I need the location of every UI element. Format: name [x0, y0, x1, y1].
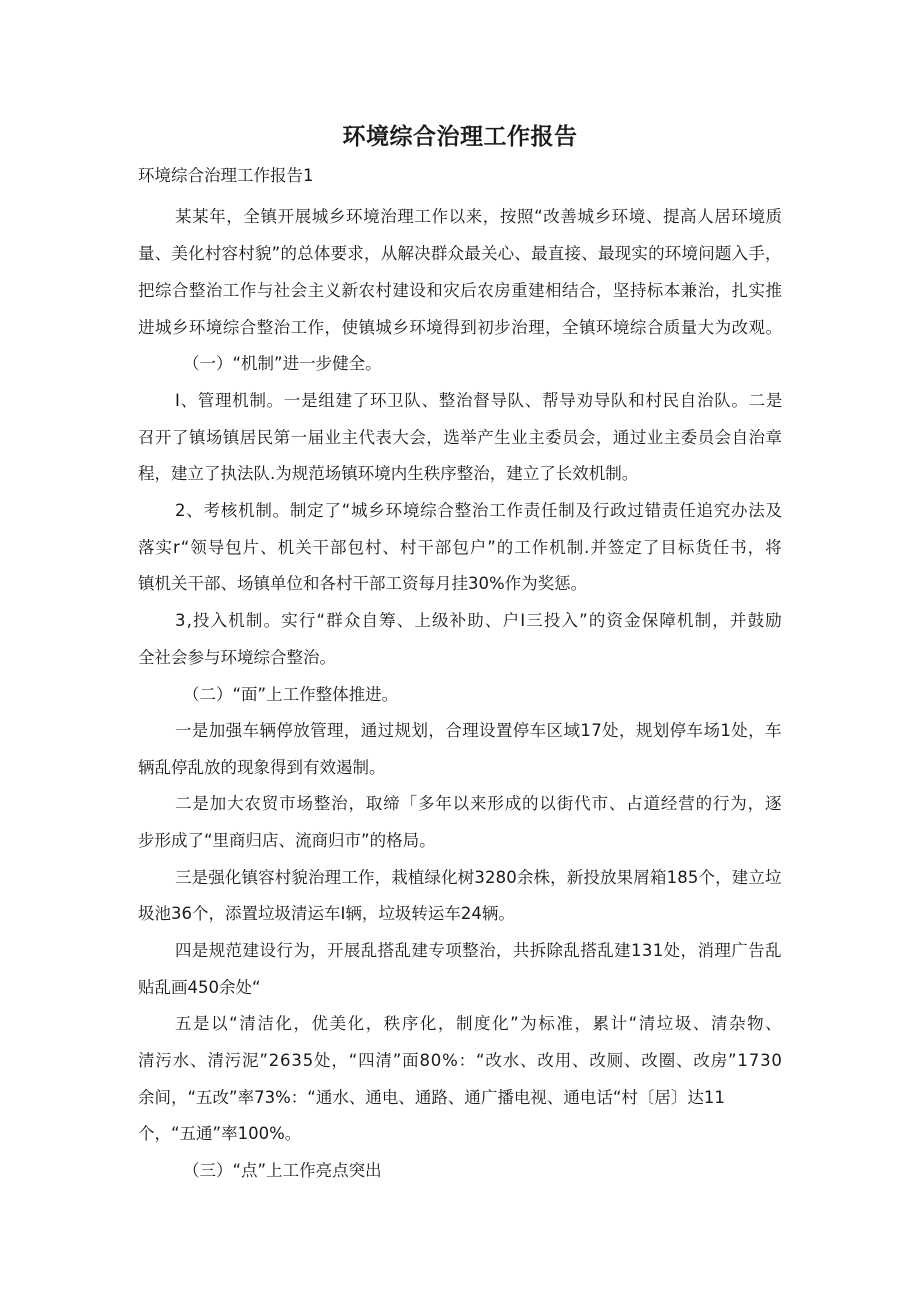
paragraph-line: 余间，“五改”率73%：“通水、通电、通路、通广播电视、通电话“村〔居〕达11 [138, 1088, 725, 1107]
paragraph-line: 二是加大农贸市场整治，取缔「多年以来形成的以街代市、占道经营的行为，逐 [175, 794, 783, 813]
paragraph-line: 贴乱画450余处“ [138, 978, 261, 997]
paragraph-line: 三是强化镇容村貌治理工作，栽植绿化树3280余株，新投放果屑箱185个，建立垃 [175, 868, 782, 887]
paragraph-line: 清污水、清污泥”2635处，“四清”面80%：“改水、改用、改厕、改圈、改房”1730 [138, 1051, 783, 1070]
paragraph-line: 召开了镇场镇居民第一届业主代表大会，选举产生业主委员会，通过业主委员会自治章 [138, 428, 783, 447]
paragraph-line: 辆乱停乱放的现象得到有效遏制。 [138, 758, 386, 777]
paragraph-line: 五是以“清洁化，优美化，秩序化，制度化”为标准，累计“清垃圾、清杂物、 [175, 1014, 784, 1033]
paragraph-line: 镇机关干部、场镇单位和各村干部工资每月挂30%作为奖惩。 [138, 574, 588, 593]
paragraph-line: 2、考核机制。制定了“城乡环境综合整治工作责任制及行政过错责任追究办法及 [175, 501, 783, 520]
paragraph-line: 落实r“领导包片、机关干部包村、村干部包户”的工作机制.并签定了目标货任书，将 [138, 538, 783, 557]
paragraph-line: 把综合整治工作与社会主义新农村建设和灾后农房重建相结合，坚持标本兼治，扎实推 [138, 281, 783, 300]
paragraph-line: 3,投入机制。实行“群众自筹、上级补助、户I三投入”的资金保障机制，并鼓励 [175, 611, 783, 630]
paragraph-line: I、管理机制。一是组建了环卫队、整治督导队、帮导劝导队和村民自治队。二是 [175, 391, 784, 410]
paragraph-line: （二）“面”上工作整体推进。 [183, 685, 399, 704]
paragraph-line: 进城乡环境综合整治工作，使镇城乡环境得到初步治理，全镇环境综合质量大为改观。 [138, 318, 783, 337]
paragraph-line: （三）“点”上工作亮点突出 [183, 1161, 382, 1180]
document-title: 环境综合治理工作报告 [342, 124, 578, 150]
paragraph-line: 一是加强车辆停放管理，通过规划，合理设置停车区域17处，规划停车场1处，车 [175, 721, 782, 740]
paragraph-line: 圾池36个，添置垃圾清运车I辆，垃圾转运车24辆。 [138, 904, 515, 923]
paragraph-line: 四是规范建设行为，开展乱搭乱建专项整治，共拆除乱搭乱建131处，消理广告乱 [175, 941, 782, 960]
paragraph-line: 某某年，全镇开展城乡环境治理工作以来，按照“改善城乡环境、提高人居环境质 [175, 207, 783, 226]
paragraph-line: 量、美化村容村貌”的总体要求，从解决群众最关心、最直接、最现实的环境问题入手， [138, 244, 782, 263]
paragraph-line: 程，建立了执法队.为规范场镇环境内生秩序整治，建立了长效机制。 [138, 464, 639, 483]
paragraph-line: 步形成了“里商归店、流商归市”的格局。 [138, 831, 436, 850]
document-subtitle: 环境综合治理工作报告1 [138, 166, 314, 185]
paragraph-line: 个，“五通”率100%。 [138, 1124, 302, 1143]
paragraph-line: 全社会参与环境综合整治。 [138, 648, 336, 667]
paragraph-line: （一）“机制”进一步健全。 [183, 354, 382, 373]
